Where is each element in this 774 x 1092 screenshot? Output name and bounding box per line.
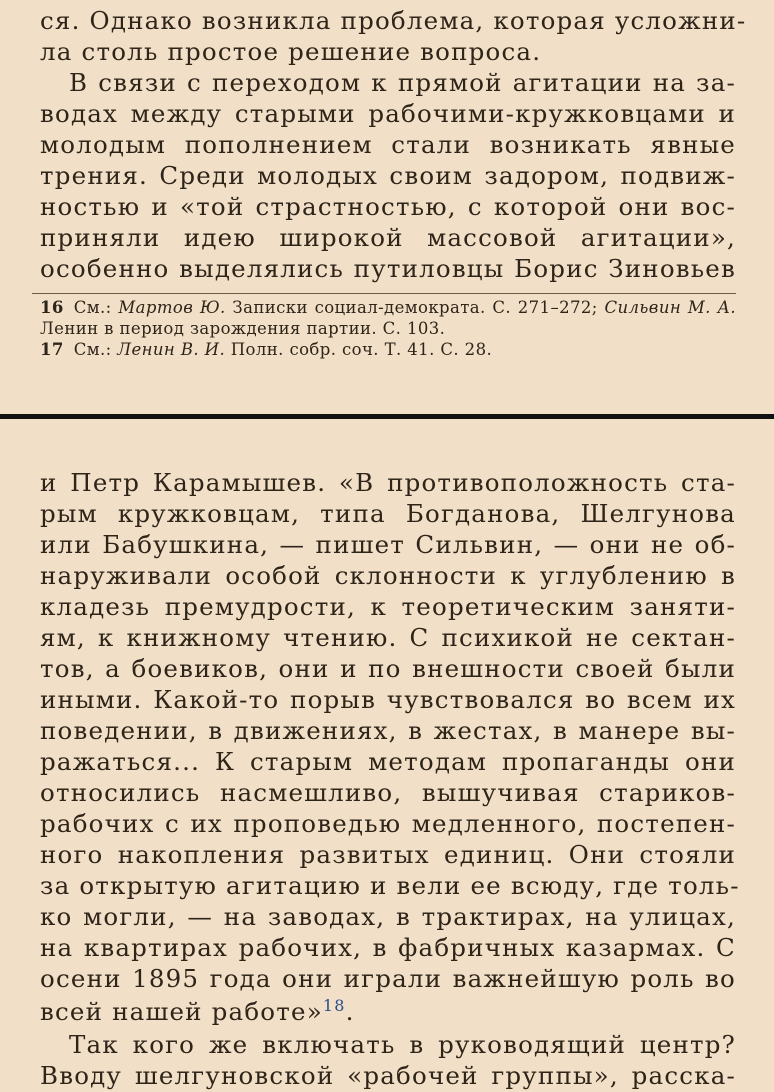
footnote-16-continuation: Ленин в период зарождения партии. С. 103. <box>40 319 446 338</box>
text-line: ностью и «той страстностью, с которой они вос- <box>40 192 736 221</box>
footnote-16: 16 См.: Мартов Ю. Записки социал-демократа. С. 271–272; Сильвин М. А. <box>40 298 736 317</box>
text-line: на квартирах рабочих, в фабричных казармах. С <box>40 933 736 962</box>
text-line: молодым пополнением стали возникать явные <box>40 130 736 159</box>
text-line: тов, а боевиков, они и по внешности своей были <box>40 654 736 683</box>
text-line: ся. Однако возникла проблема, которая усложни- <box>40 6 747 35</box>
top-page <box>0 0 774 414</box>
footnote-title: Записки социал-демократа. С. 271–272; <box>232 298 598 317</box>
text-line: поведении, в движениях, в жестах, в манере вы- <box>40 716 736 745</box>
quote-end-line: всей нашей работе»$^{18}$. <box>40 995 355 1026</box>
footnote-number: 16 <box>40 298 64 317</box>
text-line: приняли идею широкой массовой агитации», <box>40 223 736 252</box>
text-line: ражаться... К старым методам пропаганды они <box>40 747 736 776</box>
text-line: водах между старыми рабочими-кружковцами и <box>40 99 736 128</box>
footnote-author: Сильвин М. А. <box>604 298 736 317</box>
text-line: Так кого же включать в руководящий центр? <box>69 1030 736 1059</box>
text-line: или Бабушкина, — пишет Сильвин, — они не об- <box>40 530 736 559</box>
footnote-title: Полн. собр. соч. Т. 41. С. 28. <box>230 340 493 359</box>
text-line: ла столь простое решение вопроса. <box>40 37 542 66</box>
footnote-17: 17 См.: Ленин В. И. Полн. собр. соч. Т. 41. С. 28. <box>40 340 493 359</box>
text-line: осени 1895 года они играли важнейшую роль во <box>40 964 736 993</box>
text-line: иными. Какой-то порыв чувствовался во всем их <box>40 685 736 714</box>
text-line: и Петр Карамышев. «В противоположность ста- <box>40 468 736 497</box>
text-line: наруживали особой склонности к углублению в <box>40 561 736 590</box>
text-line: за открытую агитацию и вели ее всюду, где толь- <box>40 871 740 900</box>
footnote-author: Ленин В. И. <box>117 340 226 359</box>
text-line: относились насмешливо, вышучивая стариков- <box>40 778 736 807</box>
text-line: В связи с переходом к прямой агитации на за- <box>69 68 736 97</box>
text-line: рабочих с их проповедью медленного, постепен- <box>40 809 736 838</box>
text-line: кладезь премудрости, к теоретическим заняти- <box>40 592 736 621</box>
bottom-page <box>0 419 774 1092</box>
footnote-author: Мартов Ю. <box>118 298 226 317</box>
text-line: ко могли, — на заводах, в трактирах, на улицах, <box>40 902 736 931</box>
text-line: трения. Среди молодых своим задором, подвиж- <box>40 161 736 190</box>
footnote-ref-18[interactable]: 18 <box>322 995 346 1015</box>
footnote-separator <box>32 293 736 294</box>
text-line: ного накопления развитых единиц. Они стояли <box>40 840 736 869</box>
text-line: ям, к книжному чтению. С психикой не сектан- <box>40 623 736 652</box>
text-line: рым кружковцам, типа Богданова, Шелгунова <box>40 499 736 528</box>
text-line: особенно выделялись путиловцы Борис Зиновьев <box>40 254 736 283</box>
text-line: Вводу шелгуновской «рабочей группы», расска- <box>40 1061 736 1090</box>
footnote-number: 17 <box>40 340 64 359</box>
